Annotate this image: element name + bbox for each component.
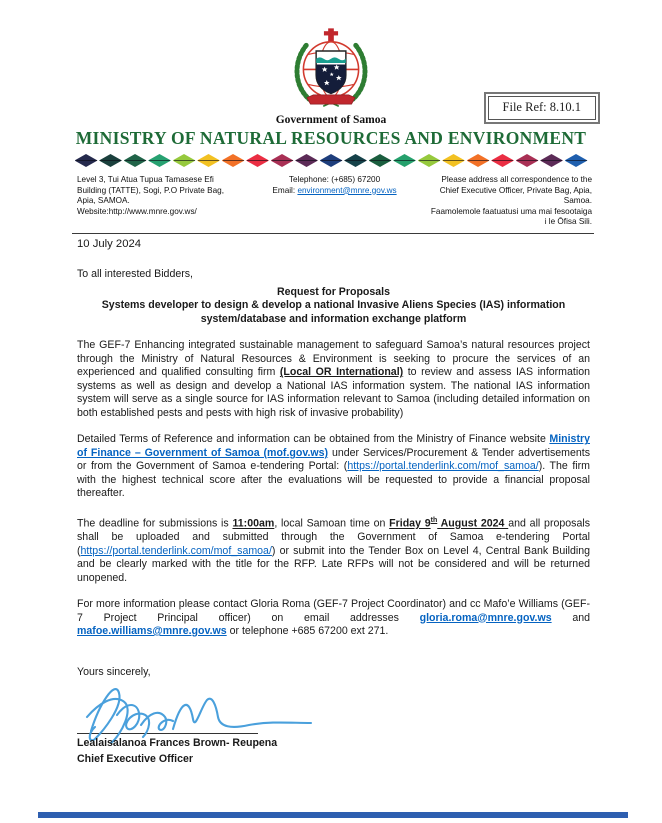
diamond-icon bbox=[540, 154, 563, 167]
government-label: Government of Samoa bbox=[275, 114, 387, 126]
contact-line: i le Ōfisa Sili. bbox=[544, 217, 593, 227]
diamond-icon bbox=[173, 154, 196, 167]
email-line bbox=[249, 186, 421, 197]
letter-date: 10 July 2024 bbox=[77, 237, 142, 250]
text-segment: th bbox=[430, 516, 438, 524]
signatory-title: Chief Executive Officer bbox=[77, 752, 193, 765]
diamond-divider bbox=[0, 154, 662, 167]
hyperlink[interactable]: mafoe.williams@mnre.gov.ws bbox=[77, 625, 227, 637]
diamond-icon bbox=[344, 154, 367, 167]
body-paragraph bbox=[77, 433, 590, 501]
text-segment: The deadline for submissions is bbox=[77, 517, 233, 530]
text-segment: under Services/Procurement & Tender advertisements or from the Government of Samoa e-tendering Portal: ( bbox=[77, 446, 590, 473]
samoa-coat-of-arms-icon bbox=[285, 28, 377, 108]
letterhead bbox=[0, 0, 662, 167]
contact-strip bbox=[77, 175, 592, 228]
hyperlink[interactable]: https://portal.tenderlink.com/mof_samoa/ bbox=[80, 544, 272, 557]
hyperlink[interactable]: gloria.roma@mnre.gov.ws bbox=[419, 611, 552, 624]
subject-title: Request for Proposals bbox=[276, 285, 391, 298]
closing: Yours sincerely, bbox=[77, 665, 151, 678]
diamond-icon bbox=[565, 154, 588, 167]
contact-address bbox=[77, 175, 249, 228]
email-hyperlink[interactable]: environment@mnre.gov.ws bbox=[297, 185, 397, 195]
contact-phone-email bbox=[249, 175, 421, 228]
body-paragraph bbox=[77, 598, 590, 639]
file-ref-box: File Ref: 8.10.1 bbox=[488, 96, 596, 120]
diamond-icon bbox=[246, 154, 269, 167]
contact-line: Please address all correspondence to the bbox=[441, 175, 593, 184]
subject-line: Systems developer to design & develop a national Invasive Aliens Species (IAS) information bbox=[101, 299, 566, 312]
text-segment: and all proposals shall be uploaded and submitted through the Government of Samoa e-tendering Portal ( bbox=[77, 517, 590, 557]
diamond-icon bbox=[99, 154, 122, 167]
text-segment: ) or submit into the Tender Box on Level 4, Central Bank Building and be clearly marked with the title for the RFP. Late RFPs will not be considered and will be returned unopened. bbox=[77, 544, 590, 584]
signature-line bbox=[77, 733, 258, 734]
email-label: Email: bbox=[272, 185, 298, 195]
text-segment: ). The firm with the highest technical score after the evaluations will be requested to provide a financial proposal thereafter. bbox=[77, 460, 591, 500]
diamond-icon bbox=[295, 154, 318, 167]
text-segment: The GEF-7 Enhancing integrated sustainable management to safeguard Samoa’s natural resources project through the Ministry of Natural Resources & Environment is seeking to procure the services of an experienced and qualified consulting firm bbox=[77, 339, 590, 379]
diamond-icon bbox=[222, 154, 245, 167]
contact-line: Website:http://www.mnre.gov.ws/ bbox=[77, 206, 197, 216]
telephone: Telephone: (+685) 67200 bbox=[288, 175, 381, 184]
text-segment: 11:00am bbox=[232, 517, 275, 530]
text-segment: or telephone +685 67200 ext 271. bbox=[226, 625, 389, 637]
hyperlink[interactable]: Ministry of Finance – Government of Samoa (mof.gov.ws) bbox=[77, 433, 590, 459]
diamond-icon bbox=[393, 154, 416, 167]
text-segment: August 2024 bbox=[437, 517, 509, 530]
text-segment: Detailed Terms of Reference and information can be obtained from the Ministry of Finance website bbox=[77, 433, 550, 446]
diamond-icon bbox=[418, 154, 441, 167]
signatory-name: Lealaisalanoa Frances Brown- Reupena bbox=[77, 737, 278, 749]
footer-bar bbox=[38, 812, 628, 818]
ministry-title: MINISTRY OF NATURAL RESOURCES AND ENVIRONMENT bbox=[75, 128, 587, 148]
signature-block bbox=[77, 673, 590, 766]
contact-line: Samoa. bbox=[563, 196, 593, 206]
contact-line: Chief Executive Officer, Private Bag, Apia, bbox=[439, 185, 593, 195]
text-segment: to review and assess IAS information systems as well as design and develop a National IAS information system. The national IAS information system will serve as a single source for IAS information relevant to Samoa (including detailed information on both established pests and pests with high risk of invasive probability) bbox=[77, 366, 590, 419]
text-segment: Friday 9 bbox=[389, 517, 431, 530]
diamond-icon bbox=[271, 154, 294, 167]
contact-line: Faamolemole faatuatusi uma mai fesootaiga bbox=[430, 206, 593, 216]
contact-correspondence bbox=[420, 175, 592, 228]
diamond-icon bbox=[491, 154, 514, 167]
letter-body bbox=[77, 238, 590, 766]
diamond-icon bbox=[442, 154, 465, 167]
header-rule bbox=[72, 233, 594, 234]
subject-block bbox=[77, 286, 590, 327]
diamond-icon bbox=[516, 154, 539, 167]
diamond-icon bbox=[467, 154, 490, 167]
diamond-icon bbox=[320, 154, 343, 167]
body-paragraph bbox=[77, 514, 590, 585]
text-segment: , local Samoan time on bbox=[274, 517, 390, 530]
hyperlink[interactable]: https://portal.tenderlink.com/mof_samoa/ bbox=[347, 460, 539, 473]
diamond-icon bbox=[75, 154, 98, 167]
text-segment: For more information please contact Gloria Roma (GEF-7 Project Coordinator) and cc Mafo’e Williams (GEF-7 Project Principal officer) on email addresses bbox=[77, 598, 590, 624]
diamond-icon bbox=[124, 154, 147, 167]
contact-line: Building (TATTE), Sogi, P.O Private Bag, bbox=[77, 185, 224, 195]
diamond-icon bbox=[197, 154, 220, 167]
contact-line: Level 3, Tui Atua Tupua Tamasese Efi bbox=[77, 175, 214, 184]
body-paragraph bbox=[77, 339, 590, 420]
diamond-icon bbox=[369, 154, 392, 167]
subject-line: system/database and information exchange platform bbox=[200, 312, 467, 325]
signature-icon bbox=[79, 673, 319, 747]
text-segment: and bbox=[551, 611, 590, 624]
text-segment: (Local OR International) bbox=[279, 366, 404, 379]
contact-line: Apia, SAMOA. bbox=[77, 196, 130, 206]
diamond-icon bbox=[148, 154, 171, 167]
greeting: To all interested Bidders, bbox=[77, 268, 194, 281]
